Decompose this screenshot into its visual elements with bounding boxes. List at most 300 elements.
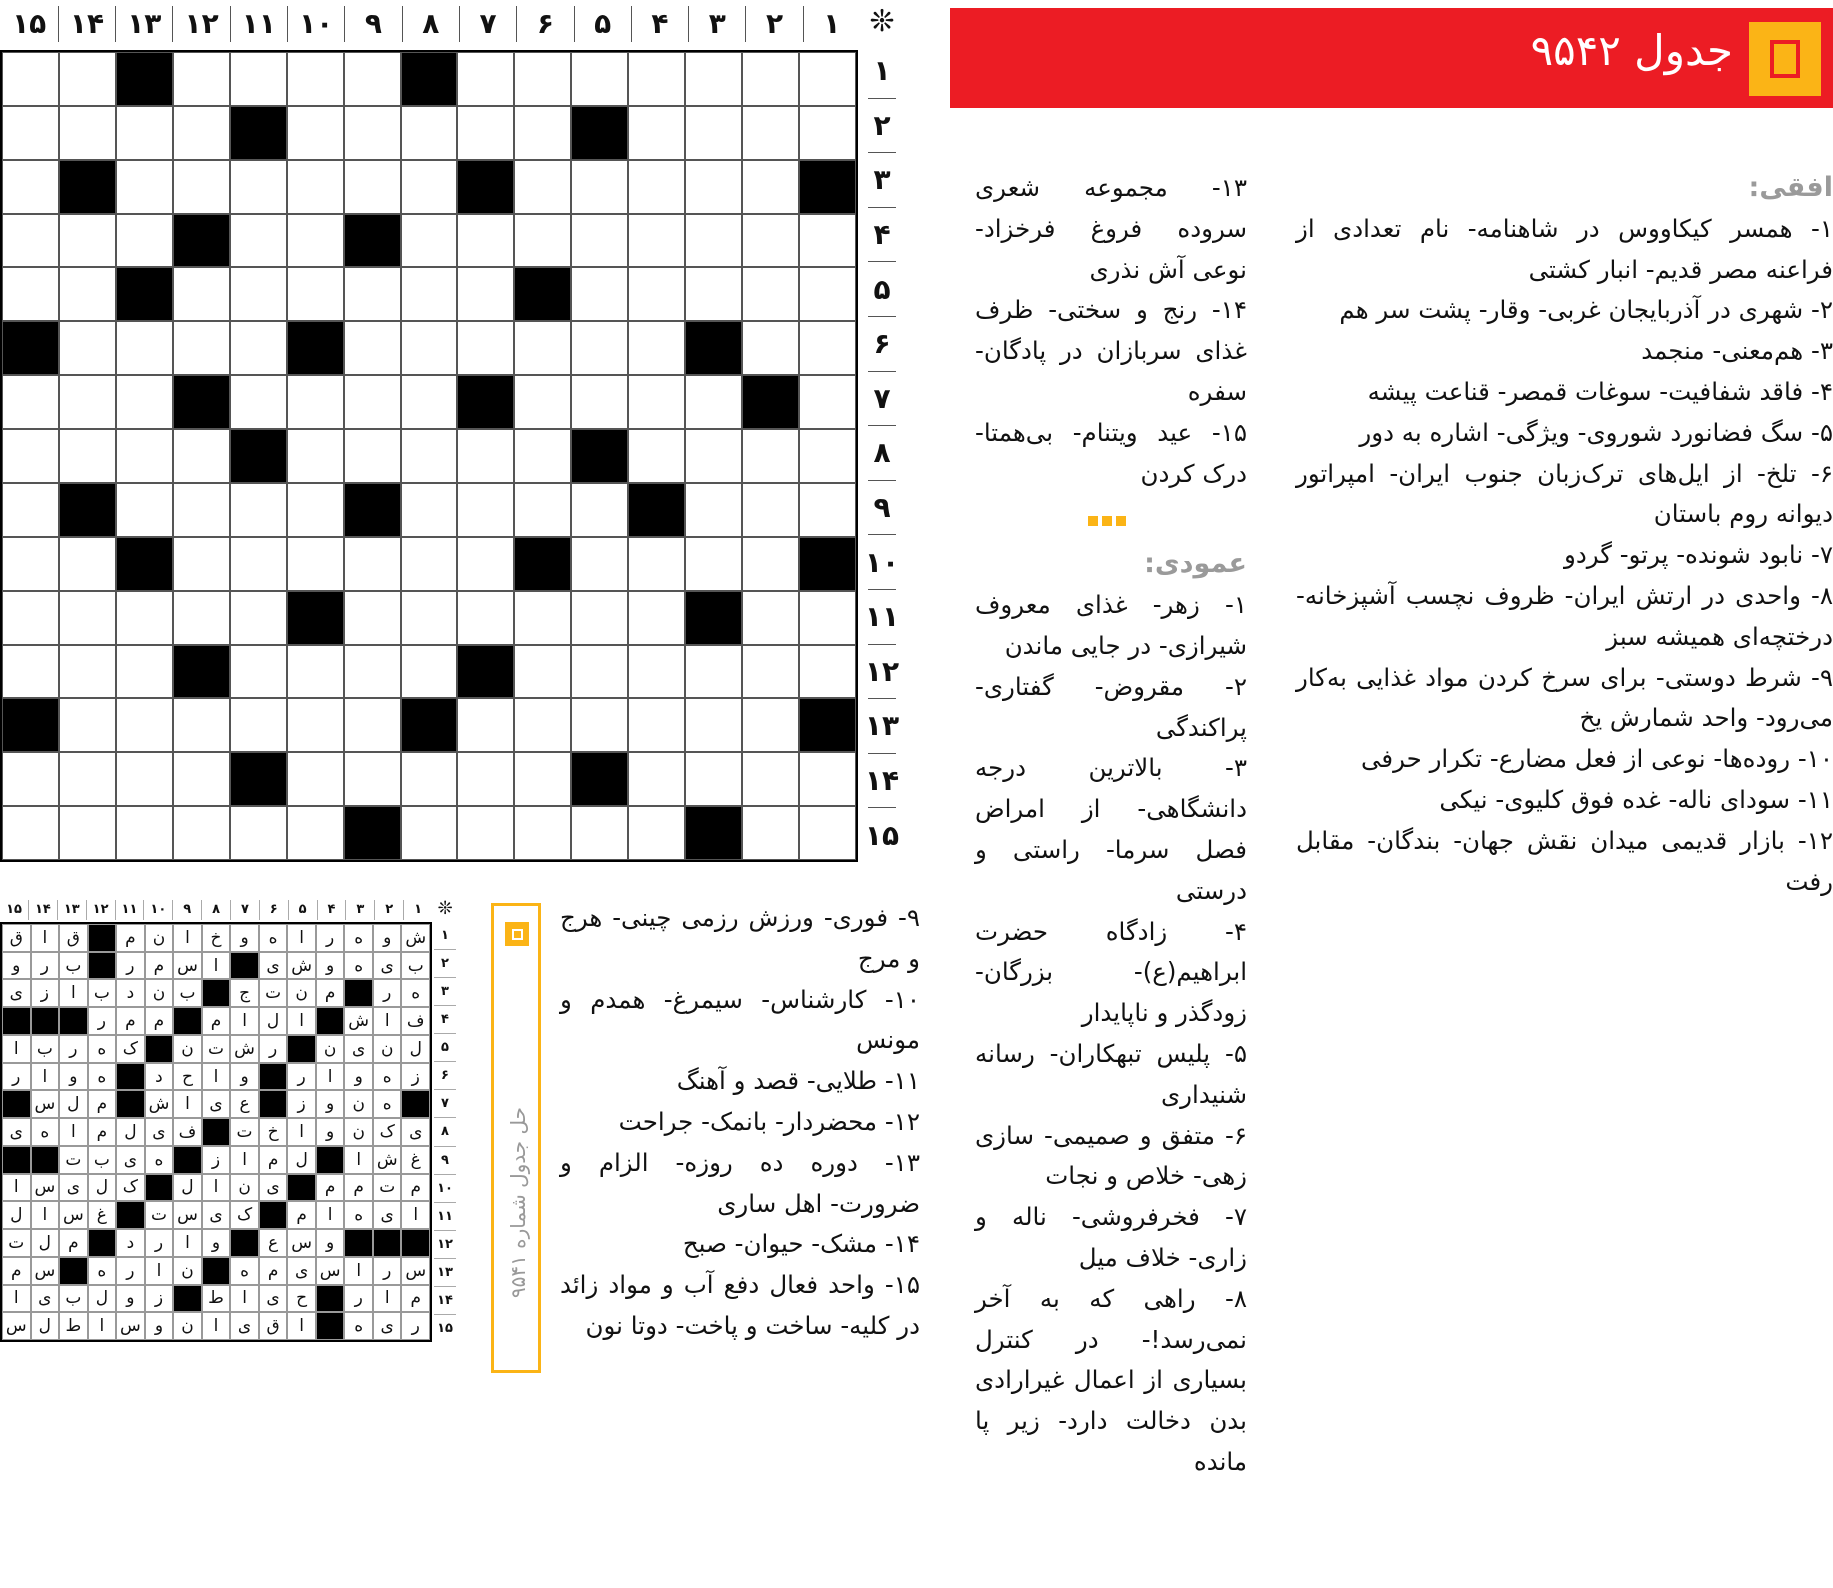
crossword-cell[interactable]	[173, 106, 230, 160]
crossword-cell[interactable]	[571, 214, 628, 268]
solution-cell: ی	[373, 1201, 402, 1229]
clue-h1: ۱- همسر کیکاووس در شاهنامه- نام تعدادی از فراعنه مصر قدیم- انبار کشتی	[1296, 213, 1833, 284]
solution-cell: ه	[344, 952, 373, 980]
crossword-cell[interactable]	[59, 375, 116, 429]
crossword-cell[interactable]	[2, 429, 59, 483]
crossword-cell[interactable]	[173, 267, 230, 321]
crossword-cell[interactable]	[742, 645, 799, 699]
solution-cell: ا	[2, 1035, 31, 1063]
crossword-cell[interactable]	[287, 267, 344, 321]
crossword-cell[interactable]	[514, 106, 571, 160]
crossword-cell[interactable]	[173, 160, 230, 214]
crossword-cell[interactable]	[742, 806, 799, 860]
crossword-cell[interactable]	[457, 591, 514, 645]
crossword-cell[interactable]	[287, 537, 344, 591]
crossword-cell[interactable]	[344, 537, 401, 591]
crossword-cell[interactable]	[116, 214, 173, 268]
crossword-cell[interactable]	[2, 483, 59, 537]
clue-h3: ۳- هم‌معنی- منجمد	[1641, 336, 1833, 366]
crossword-cell[interactable]	[628, 52, 685, 106]
crossword-cell[interactable]	[59, 321, 116, 375]
crossword-cell[interactable]	[457, 806, 514, 860]
solution-cell: ب	[173, 979, 202, 1007]
crossword-cell[interactable]	[401, 429, 458, 483]
solution-cell: ه	[88, 1257, 117, 1285]
crossword-cell[interactable]	[2, 806, 59, 860]
solution-cell: ت	[259, 979, 288, 1007]
crossword-cell[interactable]	[742, 698, 799, 752]
solution-cell: ه	[373, 1063, 402, 1091]
solution-cell: ا	[173, 1090, 202, 1118]
crossword-cell[interactable]	[628, 429, 685, 483]
crossword-cell[interactable]	[344, 321, 401, 375]
crossword-cell[interactable]	[514, 160, 571, 214]
crossword-cell[interactable]	[742, 214, 799, 268]
crossword-cell[interactable]	[401, 375, 458, 429]
solution-black-cell	[230, 952, 259, 980]
row-number: ۱۳	[434, 1259, 456, 1287]
solution-cell: ب	[59, 1285, 88, 1313]
row-number: ۶	[434, 1062, 456, 1090]
solution-cell: ی	[230, 1312, 259, 1340]
clue-v10: ۱۰- کارشناس- سیمرغ- همدم و مونس	[560, 984, 920, 1055]
crossword-cell[interactable]	[514, 214, 571, 268]
crossword-cell[interactable]	[2, 267, 59, 321]
crossword-cell[interactable]	[230, 591, 287, 645]
crossword-cell[interactable]	[173, 806, 230, 860]
column-number: ۱۲	[86, 900, 115, 920]
solution-cell: غ	[88, 1201, 117, 1229]
crossword-cell[interactable]	[514, 483, 571, 537]
crossword-cell[interactable]	[571, 806, 628, 860]
crossword-cell[interactable]	[799, 267, 856, 321]
crossword-cell[interactable]	[514, 321, 571, 375]
solution-cell: ه	[88, 1063, 117, 1091]
crossword-cell[interactable]	[116, 698, 173, 752]
crossword-cell[interactable]	[628, 645, 685, 699]
crossword-cell[interactable]	[799, 321, 856, 375]
crossword-cell[interactable]	[344, 645, 401, 699]
crossword-cell[interactable]	[457, 537, 514, 591]
column-number: ۱۰	[287, 6, 344, 42]
solution-black-cell	[2, 1090, 31, 1118]
solution-cell: ب	[88, 1146, 117, 1174]
clue-v9: ۹- فوری- ورزش رزمی چینی- هرج و مرج	[560, 903, 920, 973]
crossword-cell[interactable]	[571, 591, 628, 645]
solution-black-cell	[259, 1201, 288, 1229]
crossword-cell[interactable]	[401, 321, 458, 375]
solution-black-cell	[2, 1146, 31, 1174]
crossword-cell[interactable]	[799, 806, 856, 860]
crossword-cell[interactable]	[628, 806, 685, 860]
crossword-cell[interactable]	[287, 645, 344, 699]
crossword-cell[interactable]	[116, 483, 173, 537]
crossword-cell[interactable]	[685, 106, 742, 160]
solution-cell: ا	[344, 1146, 373, 1174]
crossword-cell[interactable]	[799, 106, 856, 160]
crossword-cell[interactable]	[116, 806, 173, 860]
crossword-cell[interactable]	[628, 267, 685, 321]
solution-cell: ر	[88, 1007, 117, 1035]
crossword-cell[interactable]	[742, 267, 799, 321]
crossword-cell[interactable]	[628, 106, 685, 160]
crossword-cell[interactable]	[799, 429, 856, 483]
column-number: ۲	[745, 6, 802, 42]
crossword-cell[interactable]	[401, 106, 458, 160]
crossword-cell[interactable]	[685, 537, 742, 591]
black-cell	[799, 698, 856, 752]
crossword-cell[interactable]	[457, 321, 514, 375]
crossword-cell[interactable]	[514, 52, 571, 106]
row-number: ۱۱	[868, 590, 896, 645]
crossword-cell[interactable]	[685, 160, 742, 214]
crossword-cell[interactable]	[230, 321, 287, 375]
crossword-cell[interactable]	[401, 752, 458, 806]
solution-cell: ا	[344, 1257, 373, 1285]
column-number: ۵	[574, 6, 631, 42]
solution-cell: ک	[373, 1118, 402, 1146]
column-number: ۴	[317, 900, 346, 920]
row-number: ۸	[868, 426, 896, 481]
crossword-cell[interactable]	[344, 698, 401, 752]
crossword-cell[interactable]	[287, 483, 344, 537]
column-number: ۶	[516, 6, 573, 42]
clue-v6: ۶- متفق و صمیمی- سازی زهی- خلاص و نجات	[975, 1120, 1247, 1191]
black-cell	[173, 214, 230, 268]
crossword-cell[interactable]	[685, 483, 742, 537]
crossword-cell[interactable]	[401, 267, 458, 321]
crossword-cell[interactable]	[2, 106, 59, 160]
solution-cell: م	[145, 1007, 174, 1035]
crossword-cell[interactable]	[514, 698, 571, 752]
crossword-cell[interactable]	[287, 106, 344, 160]
crossword-cell[interactable]	[2, 214, 59, 268]
crossword-cell[interactable]	[401, 645, 458, 699]
crossword-cell[interactable]	[742, 52, 799, 106]
solution-cell: ا	[230, 1146, 259, 1174]
crossword-cell[interactable]	[457, 106, 514, 160]
crossword-cell[interactable]	[457, 214, 514, 268]
clue-v13: ۱۳- دوره ده روزه- الزام و ضرورت- اهل ساری	[560, 1147, 920, 1218]
crossword-cell[interactable]	[59, 698, 116, 752]
crossword-cell[interactable]	[59, 214, 116, 268]
crossword-cell[interactable]	[59, 429, 116, 483]
crossword-cell[interactable]	[344, 52, 401, 106]
column-number: ۶	[259, 900, 288, 920]
crossword-cell[interactable]	[287, 214, 344, 268]
crossword-cell[interactable]	[2, 752, 59, 806]
crossword-cell[interactable]	[116, 106, 173, 160]
crossword-cell[interactable]	[59, 591, 116, 645]
black-cell	[173, 645, 230, 699]
solution-cell: س	[59, 1201, 88, 1229]
crossword-cell[interactable]	[2, 160, 59, 214]
solution-cell: م	[401, 1285, 430, 1313]
solution-cell: ر	[259, 1035, 288, 1063]
crossword-cell[interactable]	[799, 752, 856, 806]
crossword-cell[interactable]	[571, 160, 628, 214]
solution-cell: ل	[59, 1090, 88, 1118]
crossword-cell[interactable]	[230, 214, 287, 268]
crossword-cell[interactable]	[116, 321, 173, 375]
solution-column-numbers	[0, 900, 432, 920]
crossword-cell[interactable]	[571, 537, 628, 591]
crossword-cell[interactable]	[685, 375, 742, 429]
crossword-cell[interactable]	[116, 591, 173, 645]
crossword-cell[interactable]	[230, 537, 287, 591]
crossword-cell[interactable]	[287, 52, 344, 106]
crossword-cell[interactable]	[742, 160, 799, 214]
solution-cell: ه	[344, 1312, 373, 1340]
crossword-cell[interactable]	[344, 267, 401, 321]
crossword-cell[interactable]	[59, 645, 116, 699]
crossword-cell[interactable]	[59, 106, 116, 160]
crossword-cell[interactable]	[173, 752, 230, 806]
crossword-cell[interactable]	[457, 752, 514, 806]
crossword-cell[interactable]	[799, 52, 856, 106]
black-cell	[401, 698, 458, 752]
crossword-cell[interactable]	[685, 752, 742, 806]
crossword-cell[interactable]	[571, 375, 628, 429]
solution-title: حل جدول شماره ۹۵۴۱	[506, 1107, 530, 1299]
crossword-cell[interactable]	[2, 52, 59, 106]
crossword-cell[interactable]	[571, 52, 628, 106]
crossword-cell[interactable]	[628, 214, 685, 268]
crossword-cell[interactable]	[685, 698, 742, 752]
solution-cell: ا	[202, 1174, 231, 1202]
crossword-cell[interactable]	[571, 645, 628, 699]
crossword-cell[interactable]	[116, 160, 173, 214]
crossword-cell[interactable]	[742, 591, 799, 645]
crossword-cell[interactable]	[799, 591, 856, 645]
crossword-cell[interactable]	[230, 698, 287, 752]
solution-cell: د	[116, 979, 145, 1007]
black-cell	[514, 537, 571, 591]
solution-cell: ه	[344, 924, 373, 952]
solution-black-cell	[259, 1063, 288, 1091]
solution-cell: ت	[230, 1118, 259, 1146]
crossword-cell[interactable]	[401, 806, 458, 860]
crossword-cell[interactable]	[799, 645, 856, 699]
solution-black-cell	[344, 979, 373, 1007]
crossword-cell[interactable]	[116, 645, 173, 699]
crossword-cell[interactable]	[685, 267, 742, 321]
crossword-cell[interactable]	[401, 591, 458, 645]
solution-cell: ن	[145, 979, 174, 1007]
solution-cell: ا	[173, 1229, 202, 1257]
row-number: ۱۵	[864, 818, 900, 852]
black-cell	[230, 106, 287, 160]
crossword-cell[interactable]	[571, 321, 628, 375]
column-number: ۱۳	[115, 6, 172, 42]
solution-cell: و	[316, 952, 345, 980]
solution-cell: ز	[202, 1146, 231, 1174]
solution-black-cell	[116, 1090, 145, 1118]
crossword-cell[interactable]	[287, 160, 344, 214]
crossword-cell[interactable]	[514, 591, 571, 645]
crossword-cell[interactable]	[514, 806, 571, 860]
crossword-cell[interactable]	[344, 160, 401, 214]
crossword-cell[interactable]	[59, 537, 116, 591]
crossword-cell[interactable]	[742, 321, 799, 375]
crossword-cell[interactable]	[799, 214, 856, 268]
crossword-cell[interactable]	[628, 321, 685, 375]
column-number: ۲	[374, 900, 403, 920]
crossword-cell[interactable]	[116, 375, 173, 429]
solution-cell: ت	[2, 1229, 31, 1257]
crossword-cell[interactable]	[628, 752, 685, 806]
crossword-cell[interactable]	[116, 429, 173, 483]
crossword-cell[interactable]	[401, 483, 458, 537]
crossword-cell[interactable]	[59, 267, 116, 321]
crossword-cell[interactable]	[628, 537, 685, 591]
crossword-cell[interactable]	[230, 375, 287, 429]
crossword-cell[interactable]	[173, 52, 230, 106]
crossword-cell[interactable]	[116, 752, 173, 806]
solution-cell: س	[2, 1312, 31, 1340]
crossword-cell[interactable]	[230, 52, 287, 106]
crossword-cell[interactable]	[59, 752, 116, 806]
crossword-cell[interactable]	[344, 429, 401, 483]
crossword-cell[interactable]	[287, 429, 344, 483]
solution-black-cell	[287, 1174, 316, 1202]
crossword-cell[interactable]	[514, 645, 571, 699]
solution-cell: ش	[287, 952, 316, 980]
crossword-cell[interactable]	[685, 429, 742, 483]
solution-cell: ل	[173, 1174, 202, 1202]
solution-cell: م	[116, 1007, 145, 1035]
crossword-cell[interactable]	[230, 645, 287, 699]
solution-cell: ی	[287, 1257, 316, 1285]
black-cell	[230, 429, 287, 483]
crossword-cell[interactable]	[628, 591, 685, 645]
row-number: ۴	[434, 1006, 456, 1034]
clue-v5: ۵- پلیس تبهکاران- رسانه شنیداری	[975, 1038, 1247, 1109]
crossword-cell[interactable]	[799, 483, 856, 537]
crossword-cell[interactable]	[742, 483, 799, 537]
black-cell	[799, 537, 856, 591]
crossword-cell[interactable]	[571, 483, 628, 537]
clue-v7: ۷- فخرفروشی- ناله و زاری- خلاف میل	[975, 1202, 1247, 1272]
crossword-cell[interactable]	[401, 214, 458, 268]
solution-cell: ر	[401, 1312, 430, 1340]
crossword-cell[interactable]	[287, 698, 344, 752]
solution-cell: ا	[202, 1063, 231, 1091]
crossword-cell[interactable]	[742, 429, 799, 483]
crossword-cell[interactable]	[287, 375, 344, 429]
black-cell	[59, 160, 116, 214]
solution-cell: ب	[401, 952, 430, 980]
crossword-cell[interactable]	[514, 375, 571, 429]
crossword-cell[interactable]	[173, 698, 230, 752]
solution-black-cell	[316, 1146, 345, 1174]
crossword-cell[interactable]	[457, 267, 514, 321]
crossword-cell[interactable]	[685, 214, 742, 268]
crossword-cell[interactable]	[799, 375, 856, 429]
solution-cell: ب	[31, 1035, 60, 1063]
solution-cell: ل	[31, 1229, 60, 1257]
crossword-cell[interactable]	[457, 698, 514, 752]
crossword-cell[interactable]	[2, 375, 59, 429]
solution-black-cell	[173, 1285, 202, 1313]
crossword-cell[interactable]	[230, 267, 287, 321]
solution-row-numbers	[434, 922, 456, 1342]
crossword-cell[interactable]	[287, 806, 344, 860]
star-icon: ❊	[869, 4, 895, 39]
page-title: جدول ۹۵۴۲	[1530, 26, 1733, 75]
crossword-cell[interactable]	[685, 645, 742, 699]
solution-cell: ه	[401, 979, 430, 1007]
publication-logo-icon-small	[505, 922, 529, 946]
column-number: ۷	[230, 900, 259, 920]
crossword-cell[interactable]	[230, 483, 287, 537]
crossword-cell[interactable]	[742, 106, 799, 160]
crossword-cell[interactable]	[287, 752, 344, 806]
crossword-cell[interactable]	[344, 752, 401, 806]
crossword-cell[interactable]	[401, 537, 458, 591]
column-number: ۱۱	[230, 6, 287, 42]
crossword-cell[interactable]	[2, 537, 59, 591]
row-number: ۱۰	[434, 1175, 456, 1203]
solution-black-cell	[116, 1201, 145, 1229]
crossword-cell[interactable]	[59, 52, 116, 106]
crossword-cell[interactable]	[628, 375, 685, 429]
crossword-cell[interactable]	[401, 160, 458, 214]
crossword-cell[interactable]	[344, 375, 401, 429]
crossword-cell[interactable]	[457, 52, 514, 106]
crossword-cell[interactable]	[742, 537, 799, 591]
crossword-cell[interactable]	[2, 645, 59, 699]
crossword-cell[interactable]	[571, 698, 628, 752]
crossword-cell[interactable]	[628, 160, 685, 214]
crossword-cell[interactable]	[514, 752, 571, 806]
crossword-cell[interactable]	[230, 160, 287, 214]
crossword-cell[interactable]	[457, 429, 514, 483]
crossword-cell[interactable]	[173, 483, 230, 537]
black-cell	[344, 214, 401, 268]
crossword-cell[interactable]	[173, 537, 230, 591]
crossword-cell[interactable]	[173, 321, 230, 375]
solution-cell: ن	[316, 1035, 345, 1063]
crossword-cell[interactable]	[173, 429, 230, 483]
crossword-cell[interactable]	[230, 806, 287, 860]
crossword-cell[interactable]	[628, 698, 685, 752]
crossword-cell[interactable]	[457, 483, 514, 537]
solution-cell: م	[401, 1174, 430, 1202]
crossword-cell[interactable]	[344, 106, 401, 160]
crossword-cell[interactable]	[742, 752, 799, 806]
column-number: ۱۵	[12, 7, 47, 40]
crossword-cell[interactable]	[59, 806, 116, 860]
solution-cell: ر	[373, 1257, 402, 1285]
crossword-cell[interactable]	[685, 52, 742, 106]
solution-cell: و	[373, 924, 402, 952]
solution-cell: ی	[259, 1285, 288, 1313]
solution-cell: ی	[373, 1312, 402, 1340]
crossword-cell[interactable]	[344, 591, 401, 645]
solution-cell: س	[173, 952, 202, 980]
clue-h14: ۱۴- رنج و سختی- ظرف غذای سربازان در پادگان- سفره	[975, 295, 1247, 406]
black-cell	[2, 321, 59, 375]
crossword-cell[interactable]	[571, 267, 628, 321]
crossword-cell[interactable]	[514, 429, 571, 483]
solution-cell: ج	[230, 979, 259, 1007]
clues-column-middle	[975, 168, 1247, 1483]
crossword-cell[interactable]	[173, 591, 230, 645]
solution-cell: ا	[287, 1007, 316, 1035]
crossword-cell[interactable]	[2, 591, 59, 645]
solution-cell: م	[259, 1257, 288, 1285]
